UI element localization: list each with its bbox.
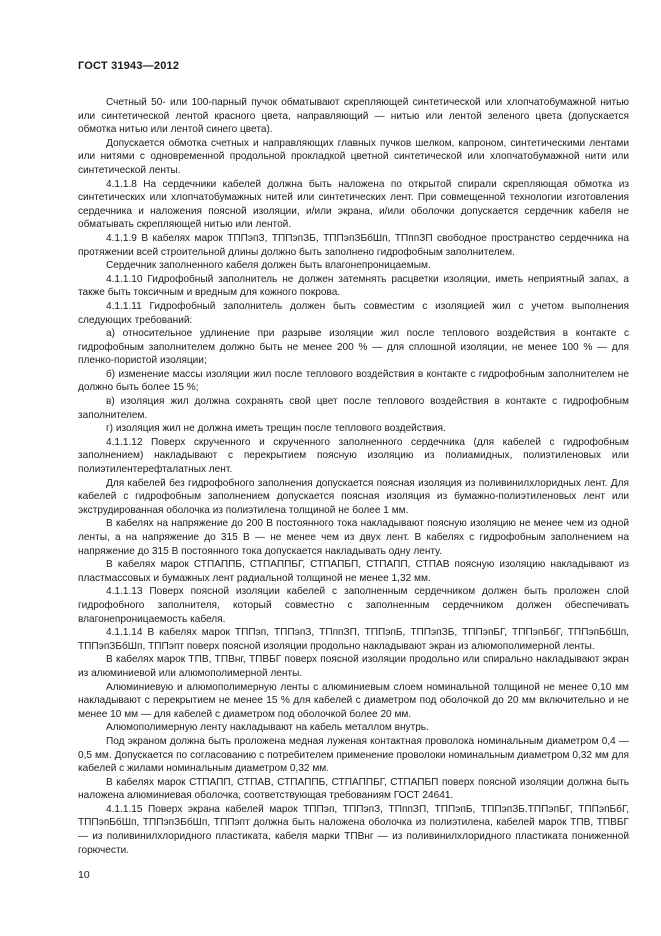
paragraph: Допускается обмотка счетных и направляющих главных пучков шелком, капроном, синтетическими лентами или нитями с одновременной продольной прокладкой цветной синтетической или хлопчатобумажной нити или синтетической ленты.: [78, 137, 629, 176]
paragraph: В кабелях марок СТПАППБ, СТПАППБГ, СТПАПБП, СТПАПП, СТПАВ поясную изоляцию накладывают из пластмассовых и бумажных лент радиальной толщиной не менее 1,32 мм.: [78, 559, 629, 584]
document-body: [78, 96, 629, 857]
paragraph: 4.1.1.11 Гидрофобный заполнитель должен быть совместим с изоляцией жил с учетом выполнения следующих требований:: [78, 300, 629, 326]
paragraph: Под экраном должна быть проложена медная луженая контактная проволока номинальным диаметром 0,4 — 0,5 мм. Допускается по согласованию с потребителем применение проволоки номинальным диаметром 0,32 мм для кабелей с жилами номинальным диаметром 0,32 мм.: [78, 735, 629, 775]
paragraph: Для кабелей без гидрофобного заполнения допускается поясная изоляция из поливинилхлоридных лент. Для кабелей с гидрофобным заполнением допускается поясная изоляция из бумажно-полиэтиленовых лент или экструдированная оболочка из полиэтилена толщиной не более 1 мм.: [78, 477, 629, 516]
paragraph: Счетный 50- или 100-парный пучок обматывают скрепляющей синтетической или хлопчатобумажной нитью или синтетической лентой красного цвета, направляющий — нитью или лентой зеленого цвета (допускается обмотка нитью или лентой синего цвета).: [78, 97, 629, 136]
paragraph: В кабелях на напряжение до 200 В постоянного тока накладывают поясную изоляцию не менее чем из одной ленты, а на напряжение до 315 В — не менее чем из двух лент. В кабелях с гидрофобным заполнением на напряжение до 315 В постоянного тока допускается накладывать одну ленту.: [78, 518, 629, 557]
list-item: б) изменение массы изоляции жил после теплового воздействия в контакте с гидрофобным заполнителем не должно быть более 15 %;: [78, 368, 629, 394]
paragraph: Алюмополимерную ленту накладывают на кабель металлом внутрь.: [106, 722, 429, 734]
paragraph: Сердечник заполненного кабеля должен быть влагонепроницаемым.: [106, 260, 431, 272]
paragraph: 4.1.1.9 В кабелях марок ТППэпЗ, ТППэпЗБ, ТППэпЗБбШп, ТПппЗП свободное пространство сердечника на протяжении всей строительной длины должно быть заполнено гидрофобным заполнителем.: [78, 232, 629, 258]
paragraph: 4.1.1.14 В кабелях марок ТППэп, ТППэпЗ, ТПппЗП, ТППэпБ, ТППэпЗБ, ТППэпБГ, ТППэпБбГ, ТППэпБбШп, ТППэпЗБбШп, ТППэпт поверх поясной изоляции продольно накладывают экран из алюмополимерной ленты.: [78, 627, 629, 652]
paragraph: 4.1.1.12 Поверх скрученного и скрученного заполненного сердечника (для кабелей с гидрофобным заполнением) накладывают с перекрытием поясную изоляцию из полиамидных, полиэтиленовых или полиэтилентерефталатных лент.: [78, 436, 629, 476]
page-number: 10: [78, 869, 90, 881]
list-item: г) изоляция жил не должна иметь трещин после теплового воздействия.: [106, 423, 446, 435]
paragraph: В кабелях марок СТПАПП, СТПАВ, СТПАППБ, СТПАППБГ, СТПАПБП поверх поясной изоляции должна быть наложена алюминиевая оболочка, соответствующая требованиям ГОСТ 24641.: [78, 776, 629, 802]
paragraph: Алюминиевую и алюмополимерную ленты с алюминиевым слоем номинальной толщиной не менее 0,10 мм накладывают с перекрытием не менее 15 % для кабелей с диаметром под оболочкой до 20 мм включительно и не менее 10 мм — для кабелей с диаметром под оболочкой более 20 мм.: [78, 681, 629, 720]
list-item: а) относительное удлинение при разрыве изоляции жил после теплового воздействия в контакте с гидрофобным заполнителем должно быть не менее 200 % — для сплошной изоляции, не менее 100 % — для пленко-пористой изоляции;: [78, 328, 629, 367]
paragraph: В кабелях марок ТПВ, ТПВнг, ТПВБГ поверх поясной изоляции продольно или спирально накладывают экран из алюминиевой или алюмополимерной ленты.: [78, 654, 629, 679]
paragraph: 4.1.1.10 Гидрофобный заполнитель не должен затемнять расцветки изоляции, иметь неприятный запах, а также быть токсичным и вредным для кожного покрова.: [78, 273, 629, 299]
paragraph: 4.1.1.13 Поверх поясной изоляции кабелей с заполненным сердечником должен быть проложен слой гидрофобного заполнителя, который совместно с заполненным сердечником должен обеспечивать влагонепроницаемость кабеля.: [78, 586, 629, 625]
standard-header: ГОСТ 31943—2012: [78, 60, 180, 72]
paragraph: 4.1.1.15 Поверх экрана кабелей марок ТППэп, ТППэпЗ, ТПппЗП, ТППэпБ, ТППэпЗБ.ТППэпБГ, ТППэпБбГ, ТППэпБбШп, ТППэпЗБбШп, ТППэпт должна быть наложена оболочка из полиэтилена, кабелей марок ТПВ, ТПВБГ — из поливинилхлоридного пластиката, кабеля марки ТПВнг — из поливинилхлоридного пластиката пониженной горючести.: [78, 803, 629, 856]
paragraph: 4.1.1.8 На сердечники кабелей должна быть наложена по открытой спирали скрепляющая обмотка из синтетических или хлопчатобумажных нитей или синтетических лент. При совмещенной технологии изготовления сердечника и наложения поясной изоляции, и/или экрана, и/или оболочки допускается сердечник кабеля не обматывать скрепляющей нитью или лентой.: [78, 178, 629, 231]
list-item: в) изоляция жил должна сохранять свой цвет после теплового воздействия в контакте с гидрофобным заполнителем.: [78, 396, 629, 421]
